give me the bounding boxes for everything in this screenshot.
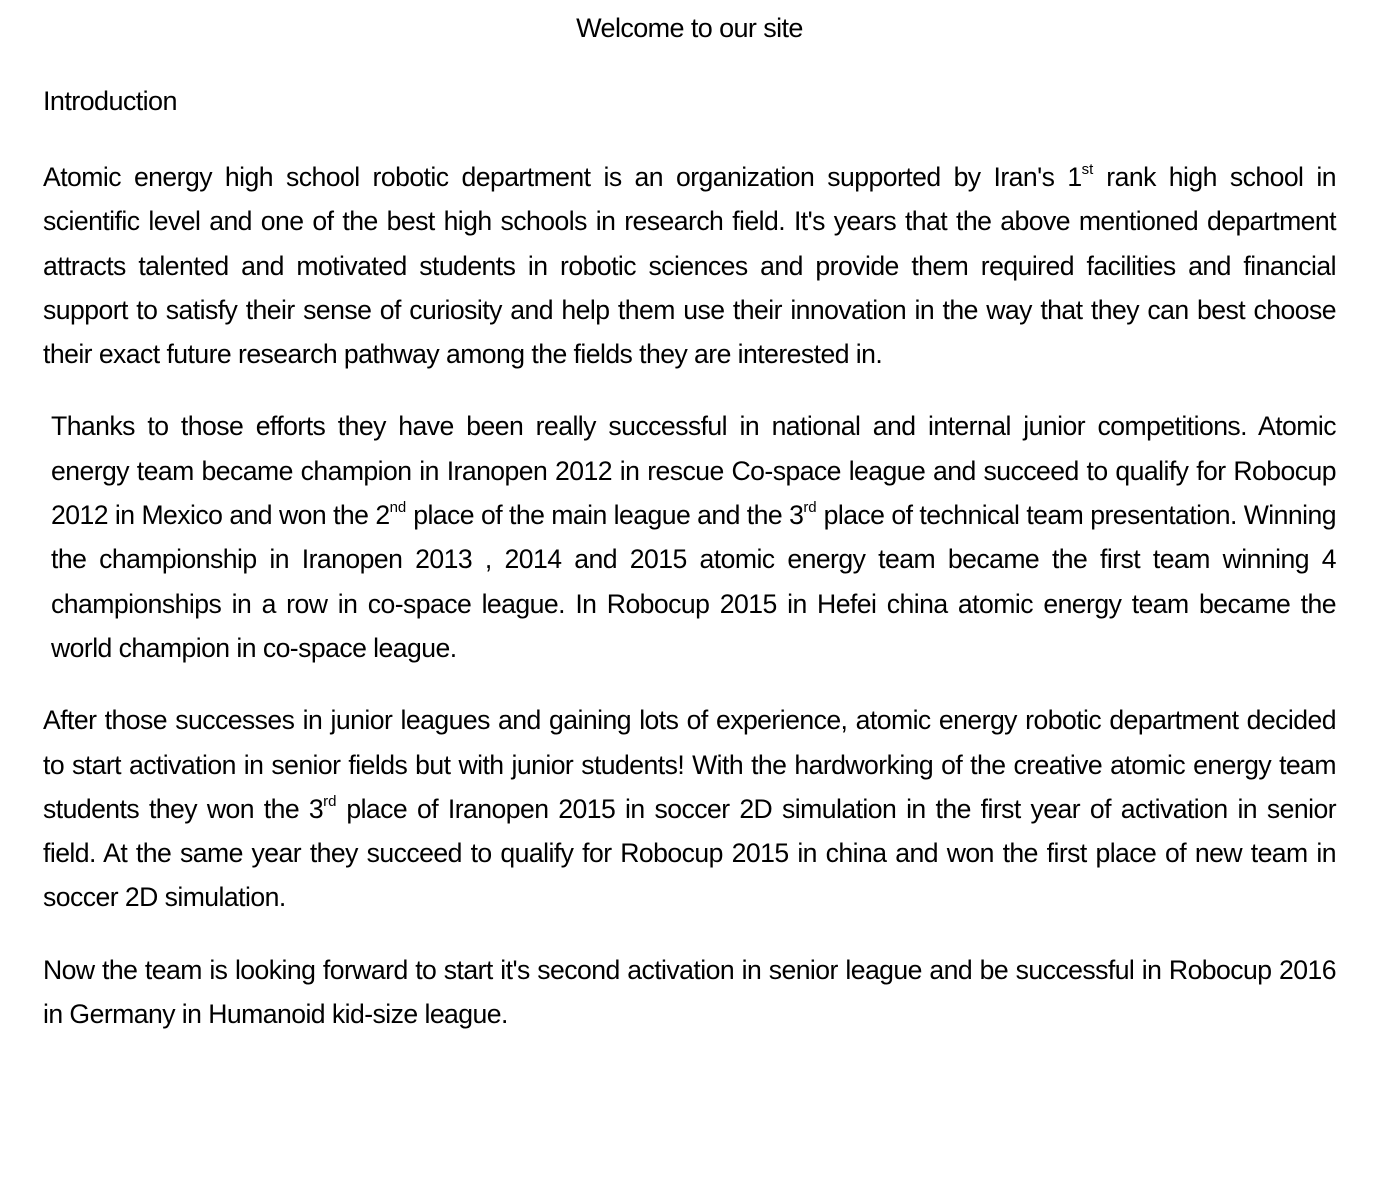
paragraph-intro-organization (43, 155, 1336, 376)
ordinal-superscript: st (1081, 161, 1094, 179)
ordinal-superscript: rd (323, 793, 337, 810)
paragraph-text: After those successes in junior leagues and gaining lots of experience, atomic energy robotic department decided to start activation in senior fields but with junior students! With the hardworking of the creative atomic energy team students they won the 3 (43, 705, 1336, 824)
paragraph-text: place of technical team presentation. Winning the championship in Iranopen 2013 , 2014 and 2015 atomic energy team became the first team winning 4 championships in a row in co-space league. In Robocup 2015 in Hefei china atomic energy team became the world champion in co-space league. (51, 500, 1336, 663)
section-heading-introduction: Introduction (43, 86, 177, 116)
paragraph-senior-fields (43, 698, 1336, 919)
paragraph-achievements (43, 404, 1336, 670)
paragraph-text: Now the team is looking forward to start it's second activation in senior league and be successful in Robocup 2016 in Germany in Humanoid kid-size league. (43, 954, 1336, 1030)
paragraph-text: Thanks to those efforts they have been really successful in national and internal junior competitions. Atomic energy team became champion in Iranopen 2012 in rescue Co-space league and succeed to qualify for Robocup 2012 in Mexico and won the 2 (51, 411, 1336, 531)
ordinal-superscript: rd (803, 499, 817, 517)
paragraph-text: rank high school in scientific level and one of the best high schools in research field. It's years that the above mentioned department attracts talented and motivated students in robotic sciences and provide them required facilities and financial support to satisfy their sense of curiosity and help them use their innovation in the way that they can best choose their exact future research pathway among the fields they are interested in. (43, 162, 1336, 370)
paragraph-text: place of the main league and the 3 (406, 500, 804, 531)
paragraph-text: place of Iranopen 2015 in soccer 2D simulation in the first year of activation in senior field. At the same year they succeed to qualify for Robocup 2015 in china and won the first place of new team in soccer 2D simulation. (43, 793, 1337, 913)
paragraph-future-plans (43, 948, 1336, 1037)
ordinal-superscript: nd (389, 499, 407, 517)
page-title: Welcome to our site (576, 13, 803, 43)
paragraph-text: Atomic energy high school robotic department is an organization supported by Iran's 1 (43, 162, 1082, 192)
